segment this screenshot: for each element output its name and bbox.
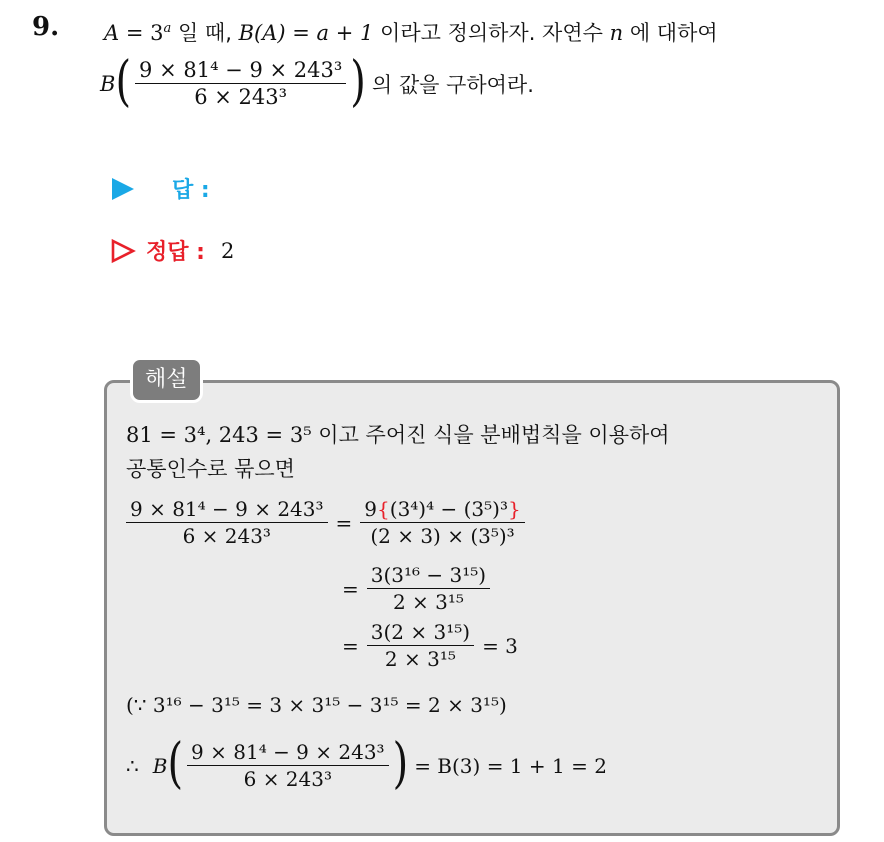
step1-lhs-num: 9 × 81⁴ − 9 × 243³ <box>126 497 328 523</box>
var-A: A <box>104 21 120 45</box>
solution-conclusion <box>126 732 607 795</box>
problem-numerator: 9 × 81⁴ − 9 × 243³ <box>135 58 346 84</box>
step1-lhs-fraction <box>126 497 328 548</box>
solution-step-1 <box>126 497 529 548</box>
step2-num: 3(3¹⁶ − 3¹⁵) <box>367 563 490 589</box>
text-for: 에 대하여 <box>629 21 718 45</box>
step3-den: 2 × 3¹⁵ <box>384 647 456 671</box>
problem-denominator: 6 × 243³ <box>194 85 288 109</box>
outline-triangle-icon <box>110 238 136 264</box>
conclusion-rhs: = B(3) = 1 + 1 = 2 <box>414 753 607 778</box>
solution-tag: 해설 <box>130 357 203 403</box>
var-n: n <box>609 21 624 45</box>
step2-fraction <box>367 563 490 614</box>
problem-suffix: 의 값을 구하여라. <box>371 72 534 97</box>
left-paren: ( <box>167 732 184 795</box>
equals-sign: = <box>342 576 359 601</box>
eq-3a: = 3 <box>125 21 164 45</box>
equals-sign: = <box>342 633 359 658</box>
step3-fraction <box>367 620 474 671</box>
solution-step-3 <box>342 620 518 671</box>
step1-lhs-den: 6 × 243³ <box>182 524 271 548</box>
answer-label: 답 : <box>172 178 210 203</box>
conclusion-fraction <box>187 740 389 791</box>
solution-because: (∵ 3¹⁶ − 3¹⁵ = 3 × 3¹⁵ − 3¹⁵ = 2 × 3¹⁵) <box>126 693 507 717</box>
therefore-sign: ∴ <box>126 753 139 778</box>
conclusion-num: 9 × 81⁴ − 9 × 243³ <box>187 740 389 766</box>
problem-line-1 <box>104 17 718 47</box>
problem-number: 9. <box>32 12 60 42</box>
step3-result: = 3 <box>482 633 518 658</box>
problem-fraction <box>135 58 346 109</box>
left-paren: ( <box>115 50 132 113</box>
right-paren: ) <box>392 732 409 795</box>
solution-step-2 <box>342 563 494 614</box>
correct-answer <box>110 235 234 266</box>
fn-definition: B(A) = a + 1 <box>238 21 374 45</box>
problem-line-2 <box>100 50 534 113</box>
step1-rhs-num: 9{(3⁴)⁴ − (3⁵)³} <box>360 497 524 523</box>
play-triangle-icon <box>110 176 136 202</box>
exp-a: a <box>163 20 172 36</box>
correct-answer-label: 정답 : <box>146 240 205 265</box>
conclusion-fn-B: B <box>152 753 168 778</box>
equals-sign: = <box>335 510 353 535</box>
conclusion-den: 6 × 243³ <box>243 767 332 791</box>
step1-rhs-den: (2 × 3) × (3⁵)³ <box>370 524 515 548</box>
step1-rhs-fraction <box>360 497 524 548</box>
text-when: 일 때, <box>177 21 232 45</box>
right-paren: ) <box>350 50 366 113</box>
step2-den: 2 × 3¹⁵ <box>392 590 464 614</box>
answer-prompt <box>110 173 210 204</box>
solution-text-1: 81 = 3⁴, 243 = 3⁵ 이고 주어진 식을 분배법칙을 이용하여 <box>126 423 670 447</box>
correct-answer-value: 2 <box>220 238 235 263</box>
text-define: 이라고 정의하자. 자연수 <box>380 21 603 45</box>
solution-text-2: 공통인수로 묶으면 <box>126 457 295 481</box>
step3-num: 3(2 × 3¹⁵) <box>367 620 474 646</box>
fn-B: B <box>100 71 116 96</box>
